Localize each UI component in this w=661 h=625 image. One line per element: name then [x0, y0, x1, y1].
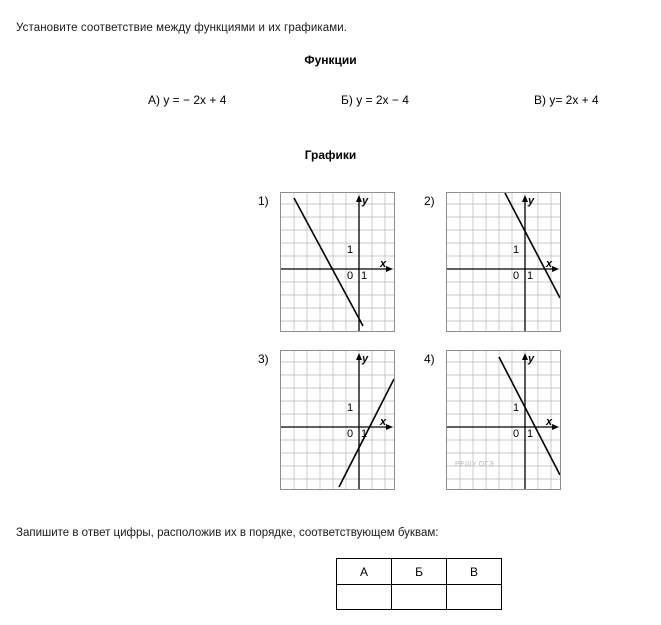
answer-cell-a[interactable] — [337, 585, 392, 610]
graph-canvas-3 — [280, 350, 395, 490]
answer-table — [336, 558, 502, 610]
graph-2-axis-y-label: y — [528, 195, 535, 207]
graph-1-tick-y: 1 — [347, 244, 354, 256]
function-item-a — [148, 93, 226, 107]
answer-cell-b[interactable] — [392, 585, 447, 610]
task-instruction: Установите соответствие между функциями и их графиками. — [16, 22, 348, 34]
table-row-headers — [337, 559, 502, 585]
graph-1-tick-x: 1 — [361, 270, 368, 282]
graph-2-axis-x-label: x — [546, 258, 553, 270]
graph-2-tick-y: 1 — [513, 244, 520, 256]
function-b-text: Б) y = 2x − 4 — [341, 93, 409, 107]
graph-1-axis-x-label: x — [380, 258, 387, 270]
answer-header-v: В — [447, 559, 502, 585]
graph-1-origin: 0 — [347, 270, 354, 282]
graph-3-axis-y-label: y — [362, 353, 369, 365]
graph-4-tick-x: 1 — [527, 428, 534, 440]
graphs-heading: Графики — [304, 148, 357, 162]
table-row-values — [337, 585, 502, 610]
function-v-text: В) y= 2x + 4 — [534, 93, 599, 107]
graph-label-3: 3) — [258, 352, 269, 366]
graph-3-tick-y: 1 — [347, 402, 354, 414]
graph-4-axis-x-label: x — [546, 416, 553, 428]
graph-4-tick-y: 1 — [513, 402, 520, 414]
answer-header-b: Б — [392, 559, 447, 585]
function-a-text: А) y = − 2x + 4 — [148, 93, 227, 107]
graph-2-origin: 0 — [513, 270, 520, 282]
graph-4-axis-y-label: y — [528, 353, 535, 365]
graph-canvas-2 — [446, 192, 561, 332]
answer-header-a: А — [337, 559, 392, 585]
graph-3-axis-x-label: x — [380, 416, 387, 428]
graph-1-axis-y-label: y — [362, 195, 369, 207]
watermark: РЕШУ ОГЭ — [455, 461, 494, 468]
graph-label-1: 1) — [258, 194, 269, 208]
graph-canvas-4 — [446, 350, 561, 490]
graph-4-origin: 0 — [513, 428, 520, 440]
graph-label-4: 4) — [424, 352, 435, 366]
graph-3-origin: 0 — [347, 428, 354, 440]
graph-canvas-1 — [280, 192, 395, 332]
graph-label-2: 2) — [424, 194, 435, 208]
answer-instruction: Запишите в ответ цифры, расположив их в порядке, соответствующем буквам: — [16, 527, 439, 539]
graph-2-tick-x: 1 — [527, 270, 534, 282]
function-item-v — [534, 93, 599, 107]
function-item-b — [341, 93, 409, 107]
graph-3-tick-x: 1 — [361, 428, 368, 440]
answer-cell-v[interactable] — [447, 585, 502, 610]
functions-heading: Функции — [304, 53, 357, 67]
